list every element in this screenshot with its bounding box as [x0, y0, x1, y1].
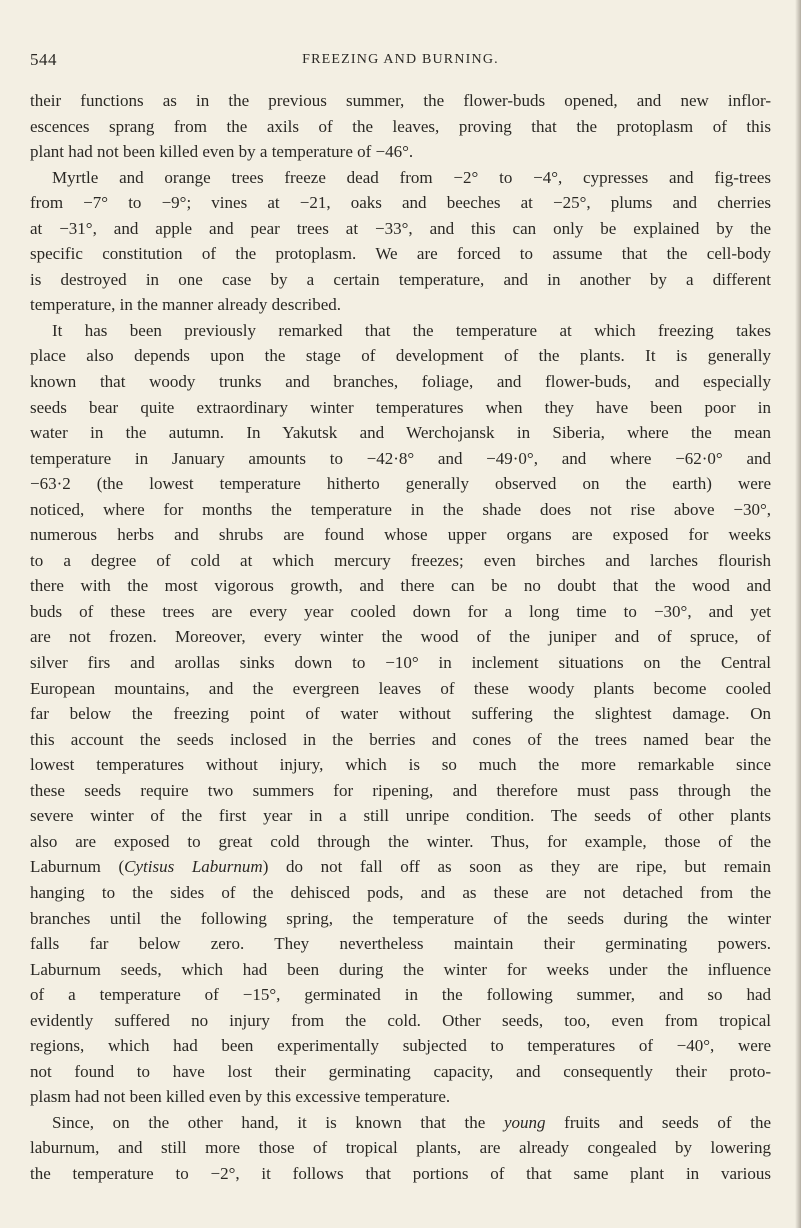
text-line: from −7° to −9°; vines at −21, oaks and beeches at −25°, plums and cherries: [30, 193, 771, 213]
text-line: their functions as in the previous summer, the flower-buds opened, and new inflor-: [30, 91, 771, 110]
text-line: specific constitution of the protoplasm. We are forced to assume that the cell-body: [30, 244, 771, 264]
text-line: seeds bear quite extraordinary winter temperatures when they have been poor in: [30, 397, 771, 417]
text-line: plant had not been killed even by a temperature of −46°.: [30, 142, 414, 162]
text-line: Laburnum (Cytisus Laburnum) do not fall off as soon as they are ripe, but remain: [30, 857, 771, 877]
italic-emphasis: young: [503, 1112, 546, 1132]
text-line: are not frozen. Moreover, every winter the wood of the juniper and of spruce, of: [30, 627, 771, 647]
text-line: Laburnum seeds, which had been during the winter for weeks under the influence: [30, 959, 771, 979]
text-line: It has been previously remarked that the temperature at which freezing takes: [52, 320, 771, 340]
text-line: the temperature to −2°, it follows that portions of that same plant in various: [30, 1163, 771, 1183]
text-line: of a temperature of −15°, germinated in the following summer, and so had: [30, 985, 771, 1005]
text-line: buds of these trees are every year cooled down for a long time to −30°, and yet: [30, 601, 771, 621]
text-line: this account the seeds inclosed in the berries and cones of the trees named bear the: [30, 729, 771, 749]
text-line: to a degree of cold at which mercury freezes; even birches and larches flourish: [30, 550, 771, 570]
text-line: escences sprang from the axils of the leaves, proving that the protoplasm of this: [30, 116, 771, 136]
text-line: plasm had not been killed even by this excessive temperature.: [30, 1087, 451, 1107]
text-line: Myrtle and orange trees freeze dead from −2° to −4°, cypresses and fig-trees: [52, 167, 771, 187]
text-line: regions, which had been experimentally subjected to temperatures of −40°, were: [30, 1036, 771, 1056]
page-header: [30, 50, 771, 74]
text-line: noticed, where for months the temperature in the shade does not rise above −30°,: [30, 499, 771, 519]
text-line: not found to have lost their germinating capacity, and consequently their proto-: [30, 1061, 771, 1081]
text-line: evidently suffered no injury from the cold. Other seeds, too, even from tropical: [30, 1010, 771, 1030]
text-line: severe winter of the first year in a still unripe condition. The seeds of other plants: [30, 806, 771, 826]
text-line: there with the most vigorous growth, and there can be no doubt that the wood and: [30, 576, 771, 596]
text-line: place also depends upon the stage of development of the plants. It is generally: [30, 346, 771, 366]
text-line: water in the autumn. In Yakutsk and Werchojansk in Siberia, where the mean: [30, 423, 771, 443]
text-line: silver firs and arollas sinks down to −10° in inclement situations on the Central: [30, 653, 771, 673]
text-line: hanging to the sides of the dehisced pods, and as these are not detached from the: [30, 882, 771, 902]
text-line: these seeds require two summers for ripening, and therefore must pass through the: [30, 780, 771, 800]
text-line: temperature in January amounts to −42·8° and −49·0°, and where −62·0° and: [30, 448, 771, 468]
text-line: European mountains, and the evergreen leaves of these woody plants become cooled: [30, 678, 771, 698]
text-line: also are exposed to great cold through the winter. Thus, for example, those of the: [30, 831, 771, 851]
text-line: temperature, in the manner already described.: [30, 295, 342, 315]
text-line: Since, on the other hand, it is known that the young fruits and seeds of the: [52, 1112, 771, 1132]
text-line: known that woody trunks and branches, foliage, and flower-buds, and especially: [30, 372, 771, 392]
page-edge-shadow: [795, 0, 801, 1228]
text-line: branches until the following spring, the temperature of the seeds during the winter: [30, 908, 771, 928]
italic-species-name: Cytisus Laburnum: [124, 857, 263, 877]
page-number: 544: [30, 50, 57, 69]
running-title: FREEZING AND BURNING.: [302, 52, 499, 67]
text-line: laburnum, and still more those of tropical plants, are already congealed by lowering: [30, 1138, 771, 1158]
text-line: numerous herbs and shrubs are found whose upper organs are exposed for weeks: [30, 525, 771, 545]
text-line: at −31°, and apple and pear trees at −33°, and this can only be explained by the: [30, 218, 771, 238]
text-line: far below the freezing point of water without suffering the slightest damage. On: [30, 704, 771, 724]
body-text: [30, 88, 771, 1187]
text-line: is destroyed in one case by a certain temperature, and in another by a different: [30, 269, 771, 289]
text-line: lowest temperatures without injury, which is so much the more remarkable since: [30, 755, 771, 775]
text-line: −63·2 (the lowest temperature hitherto generally observed on the earth) were: [30, 474, 771, 494]
text-line: falls far below zero. They nevertheless maintain their germinating powers.: [30, 934, 771, 954]
